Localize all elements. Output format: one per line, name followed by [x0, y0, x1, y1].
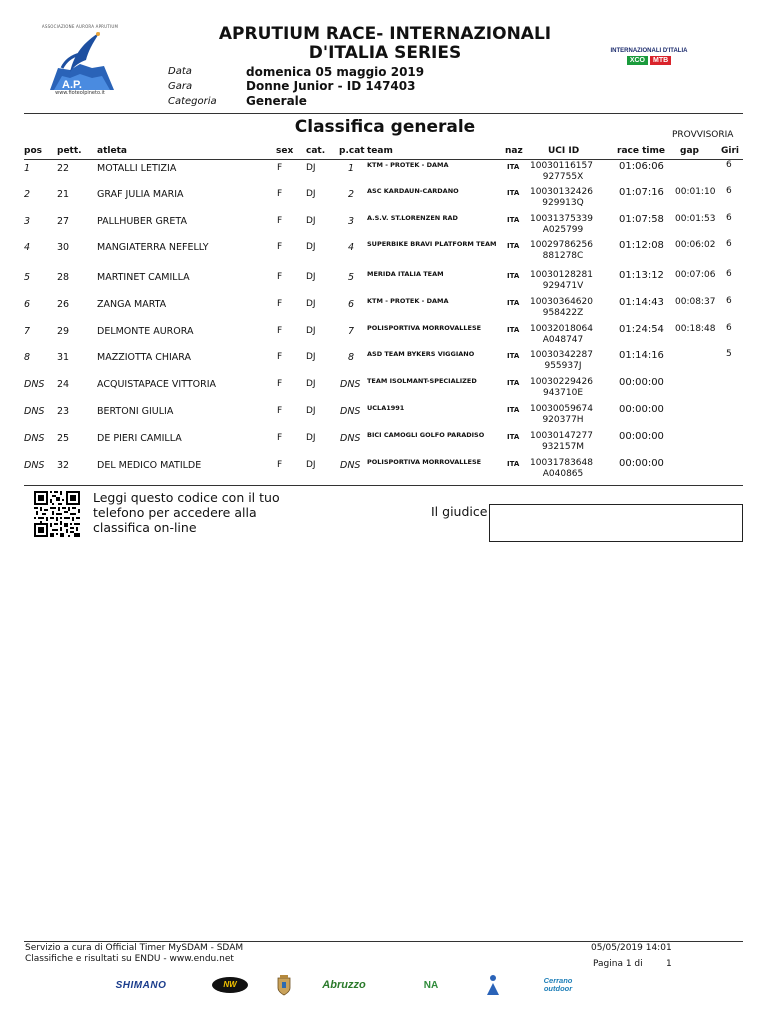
row-naz: ITA	[507, 352, 520, 360]
row-naz: ITA	[507, 379, 520, 387]
row-uci-id-1: 10030128281	[530, 270, 593, 280]
footer-page-total: 1	[666, 959, 672, 969]
row-uci-id-2: 927755X	[542, 172, 584, 182]
row-uci-id-1: 10030132426	[530, 187, 593, 197]
judge-label: Il giudice	[431, 504, 488, 519]
row-uci-id	[530, 377, 596, 399]
row-uci-id-2: 920377H	[542, 415, 584, 425]
row-naz: ITA	[507, 299, 520, 307]
row-pcat: 3	[347, 216, 354, 227]
row-sex: F	[277, 379, 283, 389]
row-team: POLISPORTIVA MORROVALLESE	[367, 324, 482, 332]
col-header-bib: pett.	[57, 146, 82, 156]
row-pos: 3	[24, 216, 31, 227]
row-uci-id-2: 932157M	[541, 442, 585, 452]
row-sex: F	[277, 272, 283, 282]
row-bib: 24	[57, 379, 70, 390]
row-race-time: 00:00:00	[619, 404, 664, 415]
row-pos: 1	[24, 163, 31, 174]
row-race-time: 01:07:58	[619, 214, 664, 225]
row-athlete: PALLHUBER GRETA	[97, 216, 187, 227]
row-sex: F	[277, 460, 283, 470]
row-athlete: ACQUISTAPACE VITTORIA	[97, 379, 217, 390]
event-title-line2: D'ITALIA SERIES	[308, 43, 462, 63]
row-team: TEAM ISOLMANT-SPECIALIZED	[367, 377, 477, 385]
row-cat: DJ	[306, 460, 316, 470]
row-bib: 27	[57, 216, 70, 227]
row-team: BICI CAMOGLI GOLFO PARADISO	[367, 431, 485, 439]
row-laps: 6	[726, 323, 732, 333]
col-header-cat: cat.	[306, 146, 326, 156]
row-naz: ITA	[507, 216, 520, 224]
event-title-line1: APRUTIUM RACE- INTERNAZIONALI	[218, 24, 552, 44]
row-athlete: MOTALLI LETIZIA	[97, 163, 177, 174]
row-athlete: DELMONTE AURORA	[97, 326, 194, 337]
col-header-gap: gap	[680, 146, 699, 156]
row-sex: F	[277, 352, 283, 362]
sponsor-abruzzo	[318, 970, 370, 1000]
table-row	[0, 405, 768, 431]
meta-label-data: Data	[168, 66, 192, 77]
row-athlete: DE PIERI CAMILLA	[97, 433, 182, 444]
row-pos: DNS	[24, 460, 45, 471]
row-uci-id-2: A025799	[542, 225, 584, 235]
meta-value-categoria: Generale	[246, 94, 307, 108]
qr-code[interactable]	[34, 491, 80, 537]
footer-results-link[interactable]: Classifiche e risultati su ENDU - www.endu.net	[25, 954, 234, 964]
row-bib: 26	[57, 299, 70, 310]
row-uci-id-2: 943710E	[542, 388, 584, 398]
row-gap: 00:01:53	[675, 214, 716, 224]
row-uci-id	[530, 458, 596, 480]
row-sex: F	[277, 326, 283, 336]
row-uci-id-1: 10031783648	[530, 458, 593, 468]
row-uci-id	[530, 161, 596, 183]
row-uci-id	[530, 431, 596, 453]
row-race-time: 00:00:00	[619, 458, 664, 469]
sponsor-crest	[274, 970, 294, 1000]
table-row	[0, 459, 768, 485]
row-race-time: 01:13:12	[619, 270, 664, 281]
qr-code-icon	[34, 491, 80, 537]
col-header-name: atleta	[97, 146, 127, 156]
col-header-laps: Giri	[721, 146, 739, 156]
row-pcat: 5	[347, 272, 354, 283]
row-naz: ITA	[507, 163, 520, 171]
classification-title: Classifica generale	[294, 117, 476, 137]
row-bib: 21	[57, 189, 70, 200]
row-cat: DJ	[306, 189, 316, 199]
row-cat: DJ	[306, 352, 316, 362]
row-sex: F	[277, 216, 283, 226]
row-bib: 31	[57, 352, 70, 363]
row-cat: DJ	[306, 406, 316, 416]
row-laps: 6	[726, 296, 732, 306]
row-uci-id	[530, 270, 596, 292]
row-uci-id-1: 10030116157	[530, 161, 593, 171]
row-laps: 6	[726, 186, 732, 196]
judge-signature-box	[489, 504, 743, 542]
row-naz: ITA	[507, 433, 520, 441]
row-pos: DNS	[24, 379, 45, 390]
row-pos: DNS	[24, 433, 45, 444]
row-team: MERIDA ITALIA TEAM	[367, 270, 444, 278]
meta-label-gara: Gara	[168, 81, 193, 92]
row-pos: DNS	[24, 406, 45, 417]
sponsor-cyclist	[483, 970, 503, 1000]
row-uci-id-1: 10030342287	[530, 350, 593, 360]
row-race-time: 01:24:54	[619, 324, 664, 335]
sponsor-nw-label: NW	[212, 977, 248, 993]
row-gap: 00:06:02	[675, 240, 716, 250]
table-row	[0, 241, 768, 267]
row-athlete: ZANGA MARTA	[97, 299, 167, 310]
row-pcat: DNS	[340, 406, 361, 417]
col-header-team: team	[367, 146, 393, 156]
footer-divider	[24, 941, 743, 942]
row-athlete: DEL MEDICO MATILDE	[97, 460, 202, 471]
row-cat: DJ	[306, 379, 316, 389]
table-row	[0, 432, 768, 458]
row-race-time: 01:14:16	[619, 350, 664, 361]
row-uci-id	[530, 350, 596, 372]
row-pos: 7	[24, 326, 31, 337]
row-team: SUPERBIKE BRAVI PLATFORM TEAM	[367, 240, 497, 248]
row-uci-id	[530, 324, 596, 346]
row-sex: F	[277, 406, 283, 416]
row-cat: DJ	[306, 326, 316, 336]
row-uci-id-2: A048747	[542, 335, 584, 345]
sponsor-nw	[210, 970, 250, 1000]
row-naz: ITA	[507, 406, 520, 414]
sponsor-na-label: NA	[423, 979, 439, 991]
row-sex: F	[277, 433, 283, 443]
row-bib: 29	[57, 326, 70, 337]
row-pcat: DNS	[340, 460, 361, 471]
table-row	[0, 188, 768, 214]
row-uci-id-1: 10029786256	[530, 240, 593, 250]
row-uci-id-1: 10030059674	[530, 404, 593, 414]
row-bib: 32	[57, 460, 70, 471]
row-pcat: 2	[347, 189, 354, 200]
row-uci-id	[530, 187, 596, 209]
row-naz: ITA	[507, 326, 520, 334]
row-uci-id-2: 958422Z	[542, 308, 584, 318]
table-row	[0, 271, 768, 297]
row-laps: 6	[726, 239, 732, 249]
table-row	[0, 162, 768, 188]
row-team: KTM - PROTEK - DAMA	[367, 161, 449, 169]
row-naz: ITA	[507, 242, 520, 250]
col-header-pos: pos	[24, 146, 42, 156]
row-sex: F	[277, 299, 283, 309]
organizer-logo	[40, 24, 120, 96]
table-bottom-divider	[24, 485, 743, 486]
row-sex: F	[277, 242, 283, 252]
row-gap: 00:01:10	[675, 187, 716, 197]
sponsor-na	[408, 970, 454, 1000]
series-logo-brand: INTERNAZIONALI D'ITALIA	[610, 48, 688, 54]
row-team: UCLA1991	[367, 404, 405, 412]
row-cat: DJ	[306, 272, 316, 282]
table-row	[0, 378, 768, 404]
sponsor-cerrano	[534, 970, 582, 1000]
row-cat: DJ	[306, 299, 316, 309]
row-naz: ITA	[507, 460, 520, 468]
row-bib: 23	[57, 406, 70, 417]
row-laps: 6	[726, 160, 732, 170]
row-gap: 00:08:37	[675, 297, 716, 307]
row-uci-id-1: 10030147277	[530, 431, 593, 441]
meta-label-categoria: Categoria	[168, 96, 217, 107]
row-pos: 5	[24, 272, 31, 283]
row-uci-id-2: 929913Q	[542, 198, 584, 208]
row-pos: 6	[24, 299, 31, 310]
row-uci-id-2: A040865	[542, 469, 584, 479]
row-team: POLISPORTIVA MORROVALLESE	[367, 458, 482, 466]
organizer-logo-caption: ASSOCIAZIONE AURORA APRUTIUM	[41, 24, 119, 29]
row-bib: 30	[57, 242, 70, 253]
status-badge: PROVVISORIA	[672, 130, 734, 140]
row-race-time: 00:00:00	[619, 431, 664, 442]
row-pos: 4	[24, 242, 31, 253]
row-pos: 2	[24, 189, 31, 200]
row-uci-id-1: 10032018064	[530, 324, 593, 334]
row-team: ASC KARDAUN-CARDANO	[367, 187, 459, 195]
col-header-uci: UCI ID	[548, 146, 580, 156]
meta-value-data: domenica 05 maggio 2019	[246, 65, 425, 79]
sponsor-shimano-label: SHIMANO	[115, 979, 167, 991]
row-athlete: GRAF JULIA MARIA	[97, 189, 184, 200]
row-uci-id	[530, 404, 596, 426]
row-team: ASD TEAM BYKERS VIGGIANO	[367, 350, 475, 358]
row-pcat: 4	[347, 242, 354, 253]
row-uci-id-1: 10031375339	[530, 214, 593, 224]
row-bib: 25	[57, 433, 70, 444]
row-athlete: MAZZIOTTA CHIARA	[97, 352, 192, 363]
row-cat: DJ	[306, 163, 316, 173]
row-laps: 6	[726, 269, 732, 279]
col-header-sex: sex	[276, 146, 294, 156]
row-pcat: 8	[347, 352, 354, 363]
row-team: KTM - PROTEK - DAMA	[367, 297, 449, 305]
row-uci-id-2: 955937J	[544, 361, 582, 371]
cyclist-logo-icon	[484, 973, 502, 997]
sponsor-shimano	[106, 970, 176, 1000]
organizer-url: www.fioteolpineto.it	[55, 90, 105, 96]
sponsor-abruzzo-label: Abruzzo	[322, 979, 366, 991]
row-pcat: 6	[347, 299, 354, 310]
row-laps: 6	[726, 213, 732, 223]
row-cat: DJ	[306, 242, 316, 252]
header-divider	[24, 113, 743, 114]
row-gap: 00:18:48	[675, 324, 716, 334]
svg-text:A.P.: A.P.	[62, 79, 82, 91]
row-laps: 5	[726, 349, 732, 359]
row-race-time: 01:12:08	[619, 240, 664, 251]
series-logo	[600, 48, 698, 74]
row-race-time: 01:14:43	[619, 297, 664, 308]
col-header-pcat: p.cat	[339, 146, 365, 156]
row-athlete: BERTONI GIULIA	[97, 406, 174, 417]
row-pcat: DNS	[340, 433, 361, 444]
series-logo-mtb: MTB	[650, 56, 671, 65]
sponsor-cerrano-label: Cerrano outdoor	[543, 976, 573, 993]
row-athlete: MANGIATERRA NEFELLY	[97, 242, 209, 253]
footer-service: Servizio a cura di Official Timer MySDAM - SDAM	[25, 943, 244, 953]
row-pcat: DNS	[340, 379, 361, 390]
row-team: A.S.V. ST.LORENZEN RAD	[367, 214, 458, 222]
row-race-time: 00:00:00	[619, 377, 664, 388]
row-bib: 22	[57, 163, 70, 174]
series-logo-xco: XCO	[627, 56, 648, 65]
row-uci-id-1: 10030364620	[530, 297, 593, 307]
table-row	[0, 351, 768, 377]
row-cat: DJ	[306, 433, 316, 443]
col-header-naz: naz	[505, 146, 523, 156]
row-pcat: 1	[347, 163, 354, 174]
table-header-divider	[24, 159, 743, 160]
row-uci-id	[530, 297, 596, 319]
table-row	[0, 298, 768, 324]
row-race-time: 01:06:06	[619, 161, 664, 172]
table-row	[0, 215, 768, 241]
row-uci-id	[530, 214, 596, 236]
row-cat: DJ	[306, 216, 316, 226]
footer-datetime: 05/05/2019 14:01	[591, 943, 672, 953]
footer-page-label: Pagina 1 di	[593, 959, 643, 969]
seagull-icon	[40, 24, 120, 96]
row-pos: 8	[24, 352, 31, 363]
row-uci-id-1: 10030229426	[530, 377, 593, 387]
row-naz: ITA	[507, 272, 520, 280]
meta-value-gara: Donne Junior - ID 147403	[246, 79, 416, 93]
row-race-time: 01:07:16	[619, 187, 664, 198]
row-naz: ITA	[507, 189, 520, 197]
row-sex: F	[277, 163, 283, 173]
row-bib: 28	[57, 272, 70, 283]
town-crest-icon	[276, 974, 292, 996]
row-athlete: MARTINET CAMILLA	[97, 272, 190, 283]
table-row	[0, 325, 768, 351]
row-sex: F	[277, 189, 283, 199]
row-uci-id-2: 881278C	[542, 251, 584, 261]
row-pcat: 7	[347, 326, 354, 337]
col-header-time: race time	[617, 146, 665, 156]
row-uci-id-2: 929471V	[542, 281, 584, 291]
row-uci-id	[530, 240, 596, 262]
row-gap: 00:07:06	[675, 270, 716, 280]
qr-instructions: Leggi questo codice con il tuo telefono per accedere alla classifica on-line	[93, 490, 280, 535]
